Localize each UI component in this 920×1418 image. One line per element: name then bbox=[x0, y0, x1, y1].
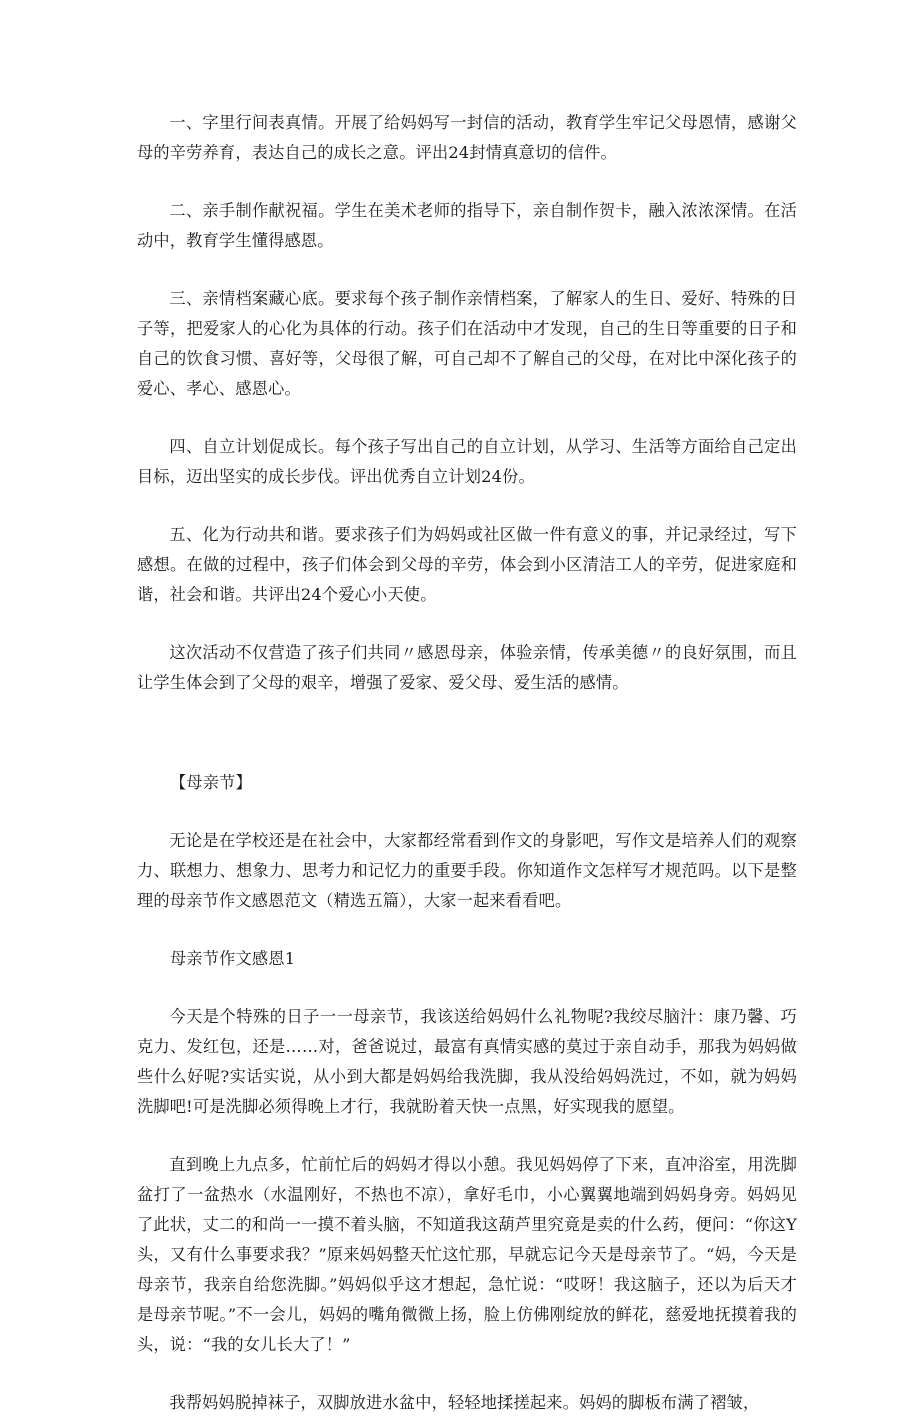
section-heading: 【母亲节】 bbox=[170, 773, 252, 792]
paragraph-essay-footbath: 直到晚上九点多，忙前忙后的妈妈才得以小憩。我见妈妈停了下来，直冲浴室，用洗脚盆打了一盆热水（水温刚好，不热也不凉），拿好毛巾，小心翼翼地端到妈妈身旁。妈妈见了此状，丈二的和尚一一摸不着头脑，不知道我这葫芦里究竟是卖的什么药，便问：“你这Y头，又有什么事要求我？”原来妈妈整天忙这忙那，早就忘记今天是母亲节了。“妈，今天是母亲节，我亲自给您洗脚。”妈妈似乎这才想起，急忙说：“哎呀！我这脑子，还以为后天才是母亲节呢。”不一会儿，妈妈的嘴角微微上扬，脸上仿佛刚绽放的鲜花，慈爱地抚摸着我的头，说：“我的女儿长大了！” bbox=[137, 1155, 797, 1354]
paragraph-essay-continued: 我帮妈妈脱掉袜子，双脚放进水盆中，轻轻地揉搓起来。妈妈的脚板布满了褶皱， bbox=[169, 1393, 760, 1412]
essay-title: 母亲节作文感恩1 bbox=[170, 949, 296, 968]
paragraph-intro: 无论是在学校还是在社会中，大家都经常看到作文的身影吧，写作文是培养人们的观察力、联想力、想象力、思考力和记忆力的重要手段。你知道作文怎样写才规范吗。以下是整理的母亲节作文感恩范文（精选五篇），大家一起来看看吧。 bbox=[137, 831, 797, 910]
paragraph-greeting-card: 二、亲手制作献祝福。学生在美术老师的指导下，亲自制作贺卡，融入浓浓深情。在活动中，教育学生懂得感恩。 bbox=[137, 201, 797, 250]
paragraph-essay-opening: 今天是个特殊的日子一一母亲节，我该送给妈妈什么礼物呢?我绞尽脑汁：康乃馨、巧克力、发红包，还是……对，爸爸说过，最富有真情实感的莫过于亲自动手，那我为妈妈做些什么好呢?实话实说，从小到大都是妈妈给我洗脚，我从没给妈妈洗过，不如，就为妈妈洗脚吧!可是洗脚必须得晚上才行，我就盼着天快一点黑，好实现我的愿望。 bbox=[137, 1007, 797, 1116]
paragraph-harmony-action: 五、化为行动共和谐。要求孩子们为妈妈或社区做一件有意义的事，并记录经过，写下感想。在做的过程中，孩子们体会到父母的辛劳，体会到小区清洁工人的辛劳，促进家庭和谐，社会和谐。共评出24个爱心小天使。 bbox=[137, 525, 797, 604]
paragraph-activity-summary: 这次活动不仅营造了孩子们共同〃感恩母亲，体验亲情，传承美德〃的良好氛围，而且让学生体会到了父母的艰辛，增强了爱家、爱父母、爱生活的感情。 bbox=[137, 643, 797, 692]
paragraph-family-archive: 三、亲情档案藏心底。要求每个孩子制作亲情档案，了解家人的生日、爱好、特殊的日子等，把爱家人的心化为具体的行动。孩子们在活动中才发现，自己的生日等重要的日子和自己的饮食习惯、喜好等，父母很了解，可自己却不了解自己的父母，在对比中深化孩子的爱心、孝心、感恩心。 bbox=[137, 289, 797, 398]
paragraph-self-reliance-plan: 四、自立计划促成长。每个孩子写出自己的自立计划，从学习、生活等方面给自己定出目标，迈出坚实的成长步伐。评出优秀自立计划24份。 bbox=[137, 437, 797, 486]
document-page bbox=[137, 108, 797, 1418]
paragraph-letter-activity: 一、字里行间表真情。开展了给妈妈写一封信的活动，教育学生牢记父母恩情，感谢父母的辛劳养育，表达自己的成长之意。评出24封情真意切的信件。 bbox=[137, 113, 797, 162]
